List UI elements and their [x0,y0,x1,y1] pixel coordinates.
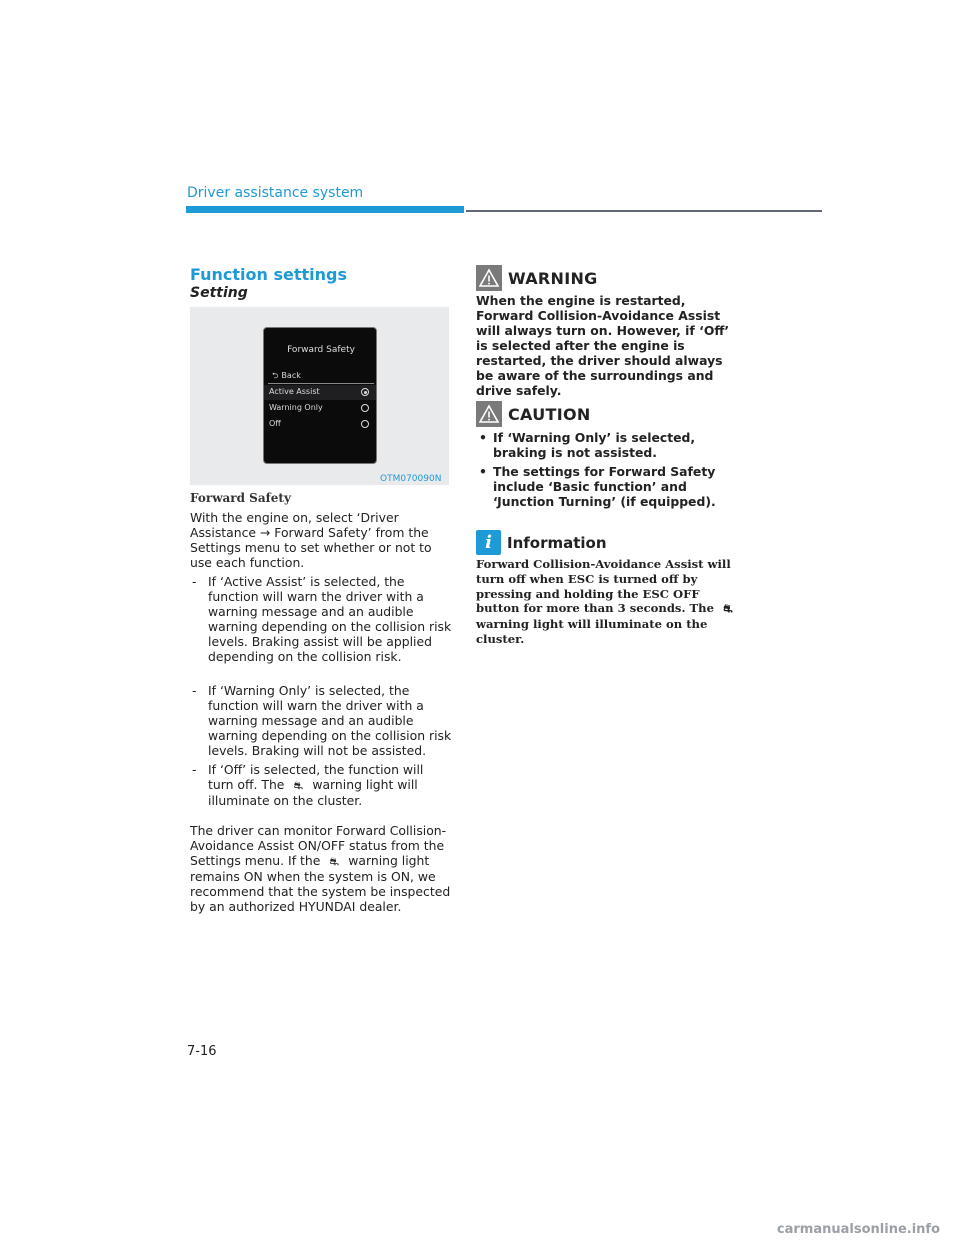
list-item-text: If ‘Off’ is selected, the function will turn off. The ⛐ warning light will illuminate on the cluster. [208,762,424,808]
running-header: Driver assistance system [187,185,364,201]
section-subtitle: Setting [190,285,248,301]
fca-warning-light-icon: ⛐ [329,855,340,868]
header-rule [466,210,822,212]
information-title: Information [507,533,607,552]
page-number: 7-16 [187,1044,217,1059]
screen-title: Forward Safety [287,345,355,355]
back-label: Back [281,371,301,380]
list-item: - If ‘Active Assist’ is selected, the function will warn the driver with a warning message and an audible warning depending on the collision risk levels. Braking assist will be applied depending on the collision risk. [192,574,452,664]
radio-selected-icon [361,388,369,396]
header-rule-accent [186,206,464,213]
option-warning-only [264,401,376,416]
option-label: Warning Only [269,403,323,412]
info-icon: i [476,530,501,555]
warning-title: WARNING [508,268,598,288]
cluster-screen [263,327,377,464]
information-text: Forward Collision-Avoidance Assist will turn off when ESC is turned off by pressing and holding the ESC OFF button for more than 3 seconds. The ⛐ warning light will illuminate on the cluster. [476,557,738,647]
section-title: Function settings [190,265,348,284]
warning-triangle-icon [476,401,502,427]
figure-caption: Forward Safety [190,491,291,505]
warning-text: When the engine is restarted, Forward Collision-Avoidance Assist will always turn on. However, if ‘Off’ is selected after the engine is restarted, the driver should always be aware of the surroundings and drive safely. [476,293,730,398]
option-active-assist [264,385,376,400]
caution-item: • If ‘Warning Only’ is selected, braking is not assisted. [479,430,696,460]
warning-triangle-icon [476,265,502,291]
intro-paragraph: With the engine on, select ‘Driver Assistance → Forward Safety’ from the Settings menu to set whether or not to use each function. [190,510,432,570]
warning-heading [476,265,598,291]
option-label: Active Assist [269,387,320,396]
radio-unselected-icon [361,404,369,412]
screen-back-button [272,370,301,384]
list-item-text: If ‘Warning Only’ is selected, the function will warn the driver with a warning message and an audible warning depending on the collision risk levels. Braking will not be assisted. [208,683,452,758]
caution-item: • The settings for Forward Safety include ‘Basic function’ and ‘Junction Turning’ (if equipped). [479,464,716,509]
option-label: Off [269,419,281,428]
status-paragraph: The driver can monitor Forward Collision-Avoidance Assist ON/OFF status from the Settings menu. If the ⛐ warning light remains ON when the system is ON, we recommend that the system be inspected by an authorized HYUNDAI dealer. [190,823,451,914]
list-item: - If ‘Warning Only’ is selected, the function will warn the driver with a warning message and an audible warning depending on the collision risk levels. Braking will not be assisted. [192,683,452,758]
list-item: - If ‘Off’ is selected, the function will turn off. The ⛐ warning light will illuminate on the cluster. [190,762,452,808]
fca-warning-light-icon: ⛐ [723,602,733,616]
option-off [264,417,376,432]
list-item-text: If ‘Active Assist’ is selected, the function will warn the driver with a warning message and an audible warning depending on the collision risk levels. Braking assist will be applied depending on the collision risk. [208,574,452,664]
radio-unselected-icon [361,420,369,428]
back-arrow-icon: ⮌ [272,371,279,380]
fca-warning-light-icon: ⛐ [293,779,304,792]
screen-divider [268,383,374,384]
caution-title: CAUTION [508,404,591,424]
watermark: carmanualsonline.info [776,1222,940,1237]
figure-code: OTM070090N [380,474,442,484]
caution-heading [476,401,591,427]
information-heading [476,530,607,556]
